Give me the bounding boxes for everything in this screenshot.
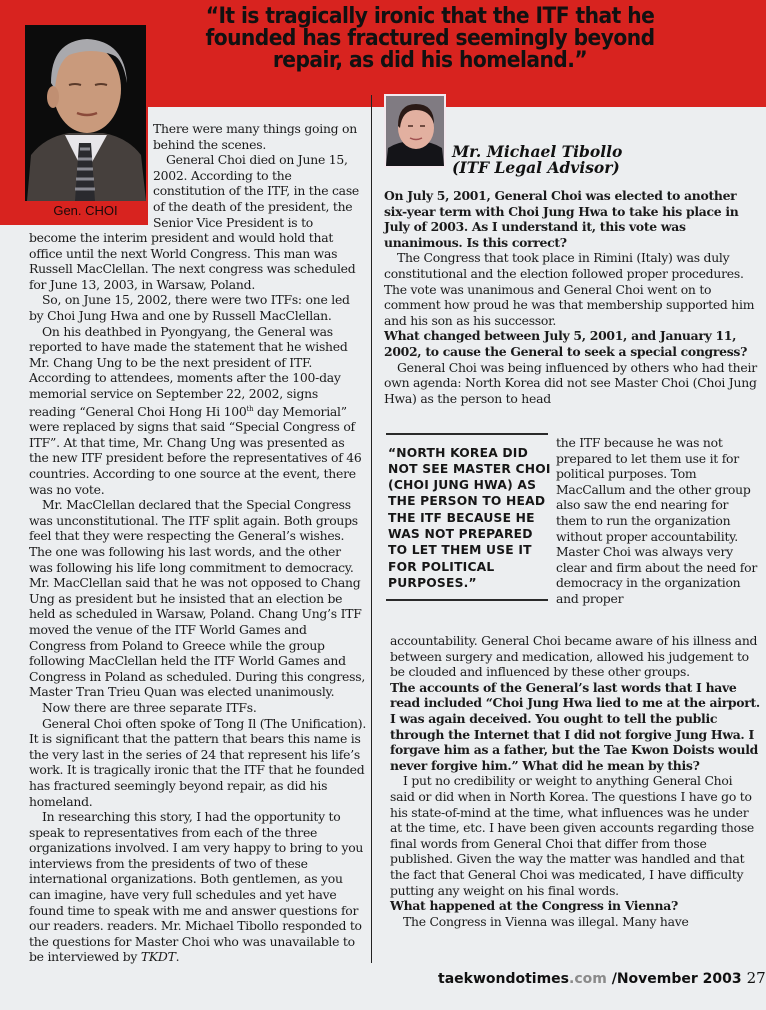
- text-span: On his deathbed in Pyongyang, the General was reported to have made the statement that he wished Mr. Chang Ung to be the next president of ITF. According to attendees, moments after the 100-day memorial service on September 22, 2002, signs reading “General Choi Hong Hi 100: [29, 323, 348, 419]
- footer-issue-date: /November 2003: [606, 971, 742, 987]
- portrait-gen-choi-image: [25, 25, 146, 201]
- text-span: day Memorial” were replaced by signs that said “Special Congress of ITF”. At that time, Mr. Chang Ung was presented as the new ITF president before the representatives of 46 countries. According to one source at the event, there was no vote.: [29, 403, 362, 497]
- interview-answer-continued: the ITF because he was not prepared to let them use it for political purposes. Tom MacCallum and the other group also saw the end nearing for them to run the organization without proper accountability. Master Choi was always very clear and firm about the need for democracy in the organization and proper: [556, 435, 758, 606]
- paragraph: [29, 809, 367, 965]
- right-column-top-text: [384, 188, 758, 406]
- column-divider: [371, 95, 372, 963]
- text-span: In researching this story, I had the opportunity to speak to representatives from each of the three organizations involved. I am very happy to bring to you interviews from the presidents of two of these international organizations. Both gentlemen, as you can imagine, have very full schedules and yet have found time to speak with me and answer questions for our readers. readers. Mr. Michael Tibollo responded to the questions for Master Choi who was unavailable to be interviewed by: [29, 809, 364, 965]
- interview-question: What changed between July 5, 2001, and January 11, 2002, to cause the General to seek a special congress?: [384, 328, 748, 359]
- right-column-narrow-text: [556, 435, 761, 607]
- footer-site-tld: .com: [569, 971, 607, 987]
- pull-quote-rule-bottom: [386, 599, 548, 601]
- paragraph: become the interim president and would hold that office until the next World Congress. This man was Russell MacClellan. The next congress was scheduled for June 13, 2003, in Warsaw, Poland.: [29, 230, 356, 292]
- left-column-top-text: [153, 121, 366, 230]
- page-footer: [438, 969, 766, 987]
- interviewee-name: Mr. Michael Tibollo: [452, 142, 623, 161]
- interview-answer: General Choi was being influenced by others who had their own agenda: North Korea did not see Master Choi (Choi Jung Hwa) as the person to head: [384, 359, 757, 406]
- paragraph: General Choi died on June 15, 2002. According to the constitution of the ITF, in the case of the death of the president, the Senior Vice President is to: [153, 152, 360, 230]
- interviewee-name-heading: [452, 144, 762, 176]
- interview-answer-continued: accountability. General Choi became aware of his illness and between surgery and medication, allowed his judgement to be clouded and influenced by these other groups.: [390, 633, 758, 680]
- paragraph: Mr. MacClellan declared that the Special Congress was unconstitutional. The ITF split again. Both groups feel that they were respecting the General’s wishes. The one was following his last words, and the other was following his life long commitment to democracy. Mr. MacClellan said that he was not opposed to Chang Ung as president but he insisted that an election be held as scheduled in Warsaw, Poland. Chang Ung’s ITF moved the venue of the ITF World Games and Congress from Poland to Greece while the group following MacClellan held the ITF World Games and Congress in Poland as scheduled. During this congress, Master Tran Trieu Quan was elected unanimously.: [29, 497, 366, 700]
- interview-question: What happened at the Congress in Vienna?: [390, 898, 678, 914]
- footer-site-name: taekwondotimes: [438, 971, 570, 987]
- interviewee-title: (ITF Legal Advisor): [452, 158, 620, 177]
- interview-question: The accounts of the General’s last words that I have read included “Choi Jung Hwa lied to me at the airport. I was again deceived. You ought to tell the public through the Internet that I did not forgive Jung Hwa. I forgave him as a father, but the Tae Kwon Doists would never forgive him.” What did he mean by this?: [390, 679, 760, 773]
- left-column-main-text: [29, 230, 367, 965]
- publication-abbrev: TKDT: [140, 949, 176, 965]
- interview-answer: I put no credibility or weight to anything General Choi said or did when in North Korea. The questions I have go to his state-of-mind at the time, what influences was he under at the time, etc. I have been given accounts regarding those final words from General Choi that differ from those published. Given the way the matter was handled and that the fact that General Choi was medicated, I have difficulty putting any weight on his final words.: [390, 773, 755, 898]
- paragraph: General Choi often spoke of Tong Il (The Unification). It is significant that the pattern that bears this name is the very last in the series of 24 that represent his life’s work. It is tragically ironic that the ITF that he founded has fractured seemingly beyond repair, as did his homeland.: [29, 715, 367, 809]
- photo-michael-tibollo: [384, 94, 446, 168]
- sidebar-pull-quote: [386, 433, 554, 601]
- portrait-michael-tibollo-image: [386, 96, 444, 166]
- interview-answer: The Congress that took place in Rimini (Italy) was duly constitutional and the election followed proper procedures. The vote was unanimous and General Choi went on to comment how proud he was that membership supported him and his son as his successor.: [384, 250, 755, 328]
- paragraph: So, on June 15, 2002, there were two ITFs: one led by Choi Jung Hwa and one by Russell MacClellan.: [29, 292, 350, 323]
- photo-gen-choi: [25, 25, 146, 201]
- paragraph: There were many things going on behind the scenes.: [153, 121, 357, 152]
- photo-caption-gen-choi: Gen. CHOI: [53, 203, 118, 218]
- superscript: th: [246, 404, 254, 413]
- interview-question: On July 5, 2001, General Choi was elected to another six-year term with Choi Jung Hwa to take his place in July of 2003. As I understand it, this vote was unanimous. Is this correct?: [384, 188, 739, 250]
- page-number: 27: [746, 969, 766, 987]
- header-pull-quote: “It is tragically ironic that the ITF that he founded has fractured seemingly beyond repair, as did his homeland.”: [205, 4, 655, 73]
- text-span: .: [175, 949, 180, 965]
- paragraph: Now there are three separate ITFs.: [42, 699, 257, 715]
- pull-quote-text: “NORTH KOREA DID NOT SEE MASTER CHOI (CHOI JUNG HWA) AS THE PERSON TO HEAD THE ITF BECAUSE HE WAS NOT PREPARED TO LET THEM USE IT FOR POLITICAL PURPOSES.”: [388, 445, 551, 590]
- interview-answer: The Congress in Vienna was illegal. Many have: [403, 913, 689, 929]
- right-column-bottom-text: [390, 633, 760, 929]
- paragraph: [29, 324, 367, 498]
